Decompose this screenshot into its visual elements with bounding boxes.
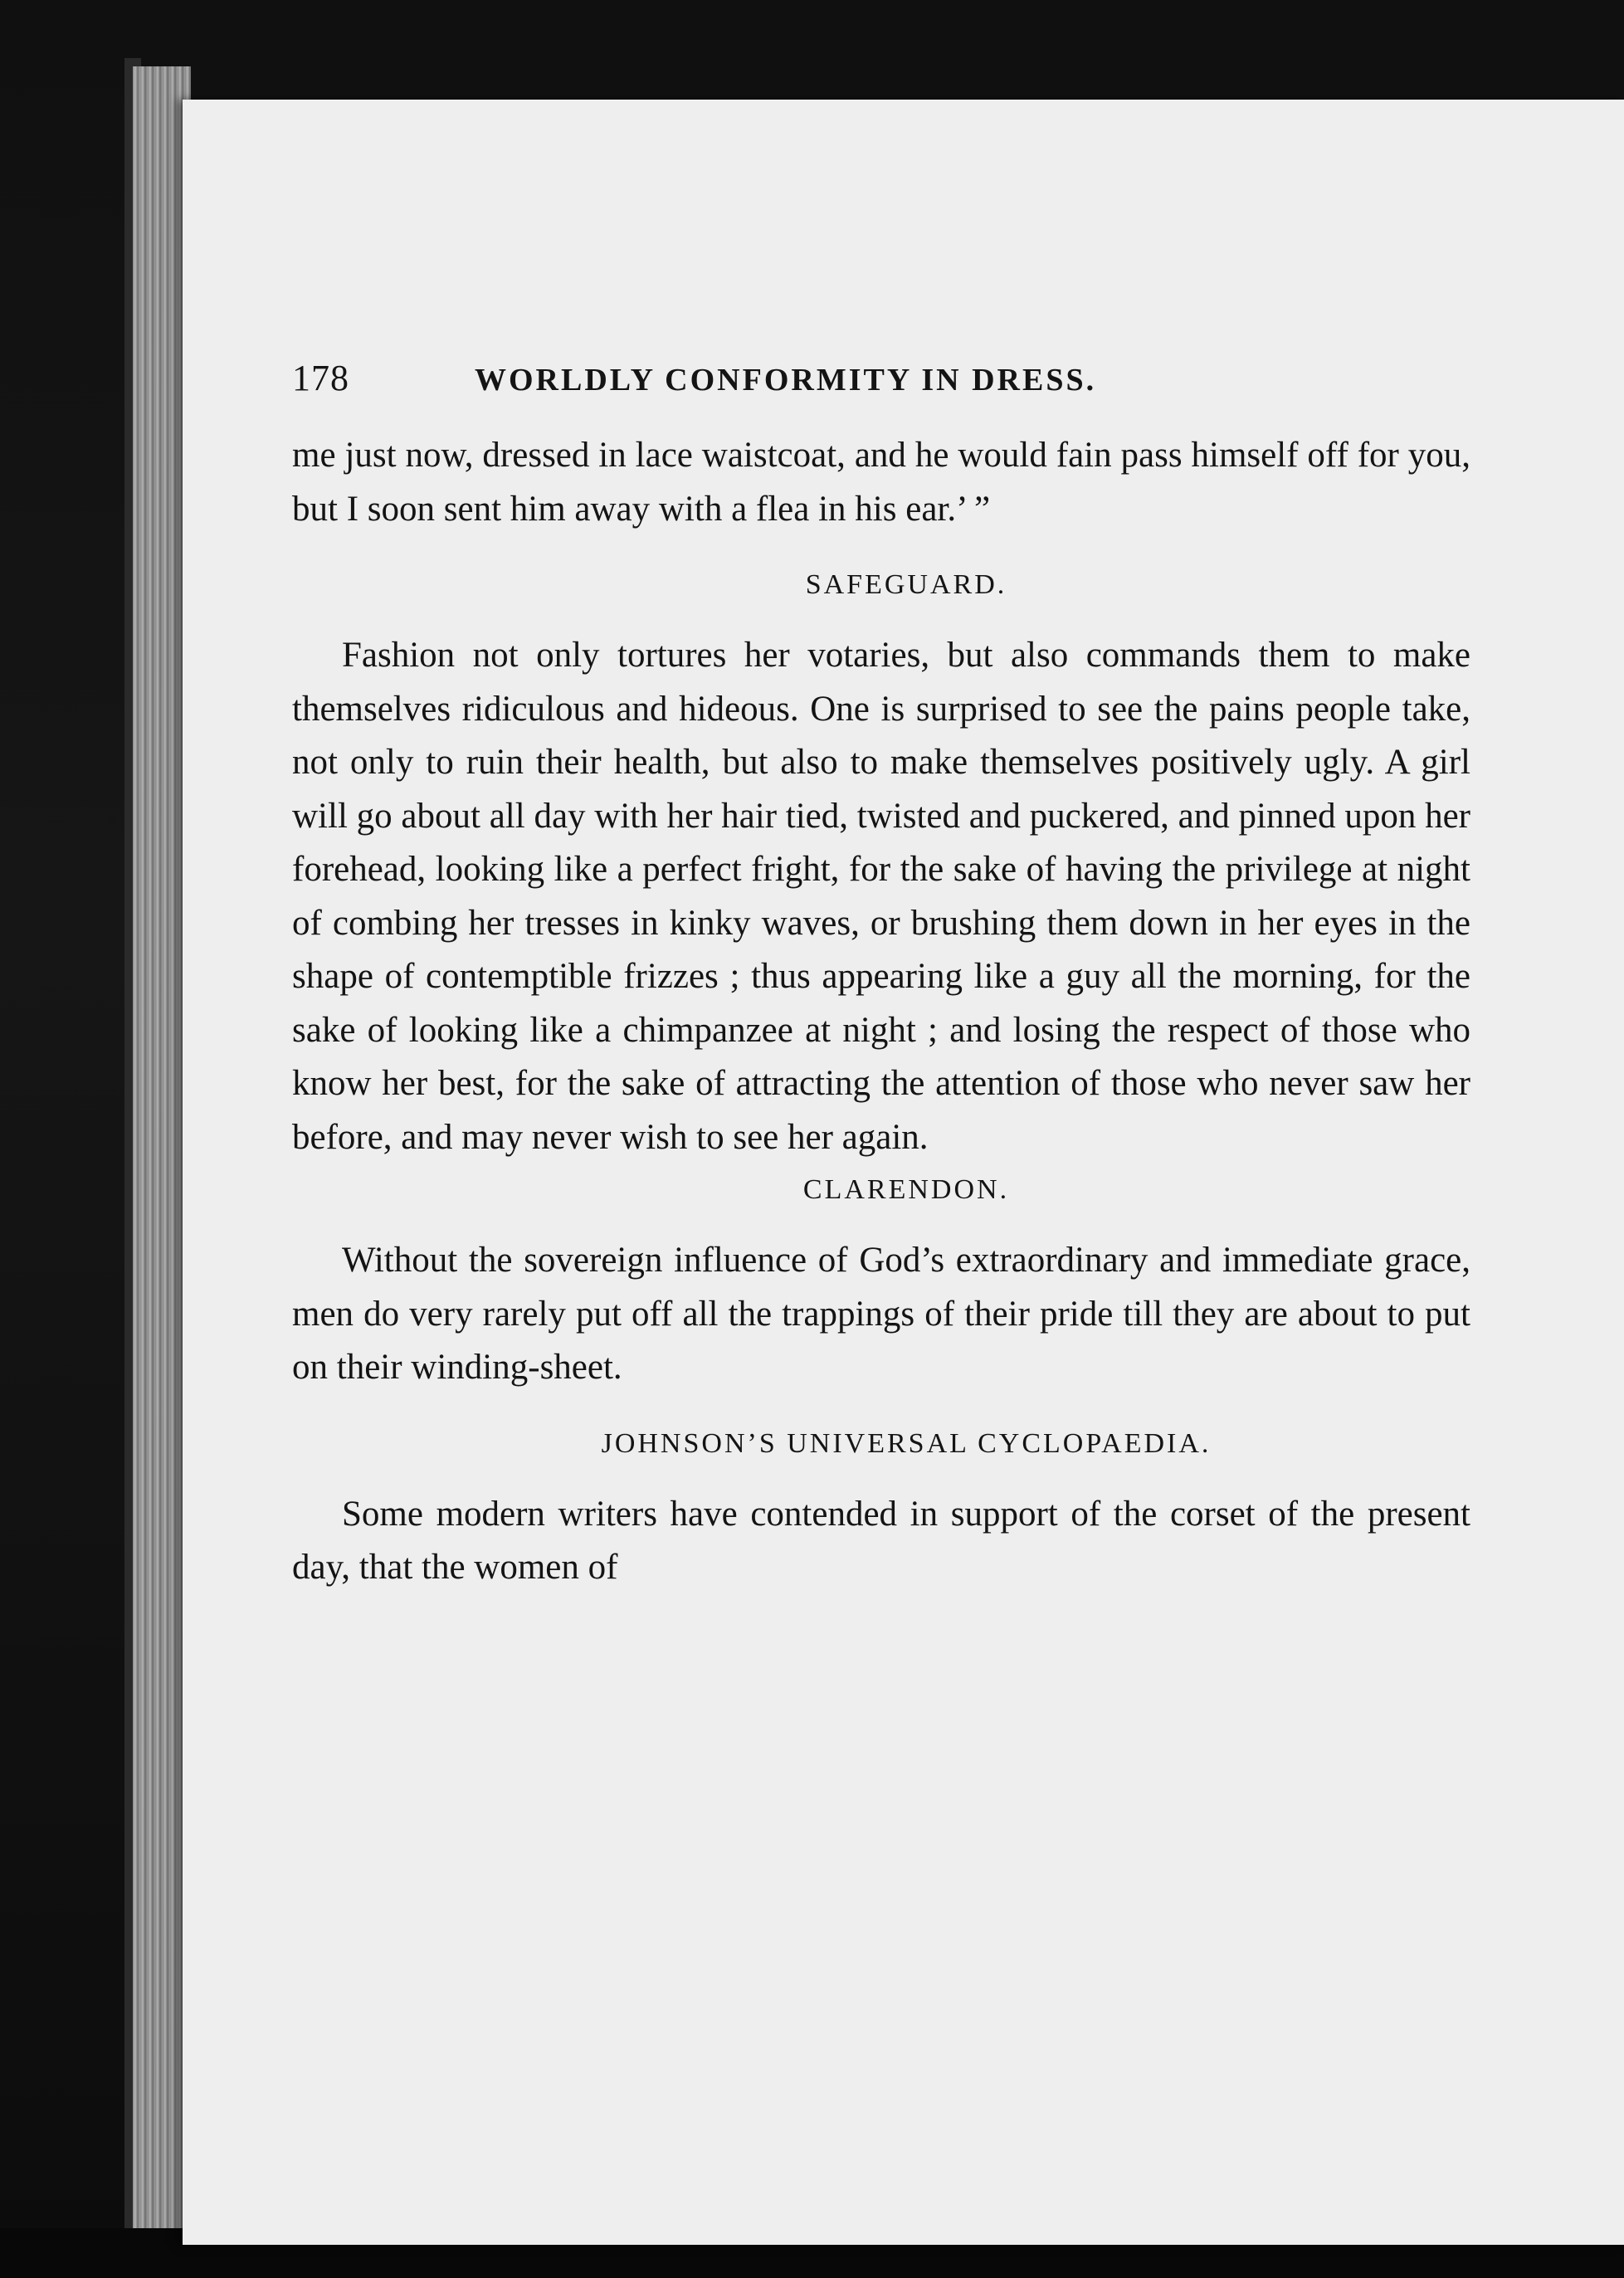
section-heading-clarendon: CLARENDON. (802, 1174, 1010, 1205)
page-text (292, 357, 1470, 1595)
paragraph-clarendon: Without the sovereign influence of God’s extraordinary and immediate grace, men do very rarely put off all the trappings of their pride till they are about to put on their winding-sheet. (292, 1241, 1470, 1387)
section-heading-safeguard: SAFEGUARD. (805, 569, 1007, 600)
paragraph-cyclopaedia: Some modern writers have contended in support of the corset of the present day, that the women of (292, 1494, 1470, 1587)
page-number: 178 (292, 358, 349, 398)
running-head (292, 357, 1470, 399)
paragraph-safeguard: Fashion not only tortures her votaries, but also commands them to make themselves ridiculous and hideous. One is surprised to see the pains people take, not only to ruin their health, but also to make themselves positively ugly. A girl will go about all day with her hair tied, twisted and puckered, and pinned upon her forehead, looking like a perfect fright, for the sake of having the privilege at night of combing her tresses in kinky waves, or brushing them down in her eyes in the shape of contemptible frizzes ; thus appearing like a guy all the morning, for the sake of looking like a chimpanzee at night ; and losing the respect of those who know her best, for the sake of attracting the attention of those who never saw her before, and may never wish to see her again. (292, 636, 1470, 1157)
section-heading-johnsons-cyclopaedia: JOHNSON’S UNIVERSAL CYCLOPAEDIA. (601, 1427, 1212, 1459)
paragraph-continued: me just now, dressed in lace waistcoat, and he would fain pass himself off for you, but I soon sent him away with a flea in his ear.’ ” (292, 436, 1470, 529)
running-head-title: WORLDLY CONFORMITY IN DRESS. (475, 363, 1097, 398)
